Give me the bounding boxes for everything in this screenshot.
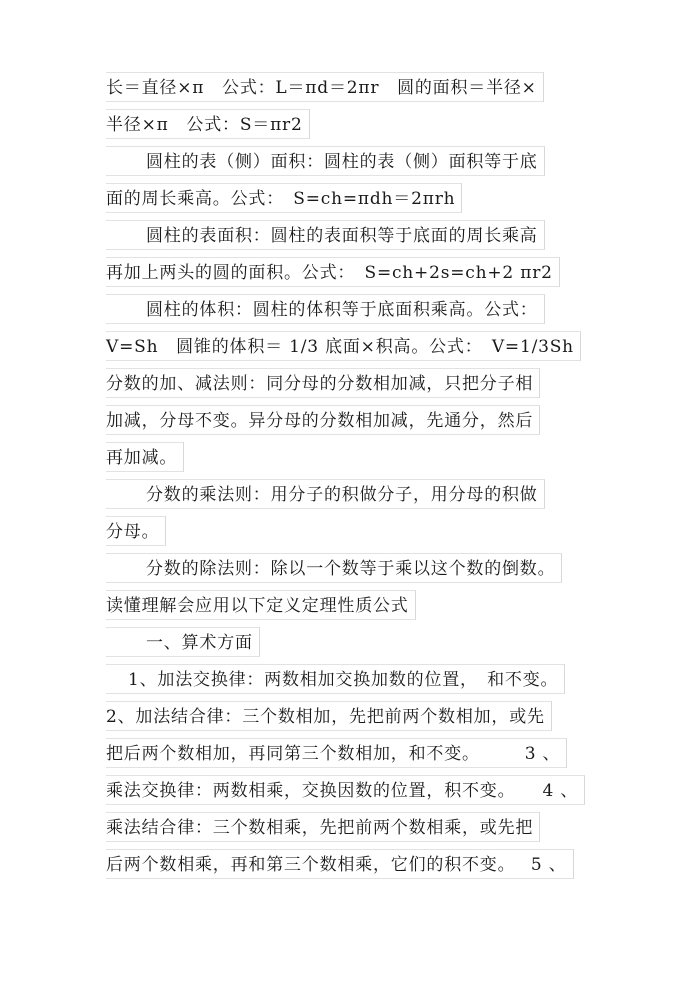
text-line: 圆柱的表面积：圆柱的表面积等于底面的周长乘高 [106, 220, 545, 250]
text-line: V=Sh 圆锥的体积＝ 1/3 底面×积高。公式： V=1/3Sh [106, 331, 581, 361]
text-line: 读懂理解会应用以下定义定理性质公式 [106, 590, 416, 620]
text-line: 乘法交换律：两数相乘，交换因数的位置，积不变。 4 、 [106, 775, 585, 805]
text-line: 加减，分母不变。异分母的分数相加减，先通分，然后 [106, 405, 540, 435]
text-line: 把后两个数相加，再同第三个数相加，和不变。 3 、 [106, 738, 567, 768]
text-line: 后两个数相乘，再和第三个数相乘，它们的积不变。 5 、 [106, 849, 574, 879]
text-line: 半径×π 公式：S＝πr2 [106, 109, 310, 139]
section-heading: 一、算术方面 [106, 627, 260, 657]
text-line: 分母。 [106, 516, 166, 546]
text-line: 再加减。 [106, 442, 184, 472]
text-line: 再加上两头的圆的面积。公式： S=ch+2s=ch+2 πr2 [106, 257, 560, 287]
text-line: 分数的乘法则：用分子的积做分子，用分母的积做 [106, 479, 545, 509]
text-line: 分数的加、减法则：同分母的分数相加减，只把分子相 [106, 368, 540, 398]
text-line: 圆柱的体积：圆柱的体积等于底面积乘高。公式： [106, 294, 545, 324]
text-line: 面的周长乘高。公式： S=ch=πdh＝2πrh [106, 183, 462, 213]
text-line: 长＝直径×π 公式：L＝πd＝2πr 圆的面积＝半径× [106, 72, 544, 102]
text-line: 圆柱的表（侧）面积：圆柱的表（侧）面积等于底 [106, 146, 545, 176]
text-line: 1、加法交换律：两数相加交换加数的位置， 和不变。 [106, 664, 565, 694]
text-line: 2、加法结合律：三个数相加，先把前两个数相加，或先 [106, 701, 552, 731]
text-line: 分数的除法则：除以一个数等于乘以这个数的倒数。 [106, 553, 562, 583]
text-line: 乘法结合律：三个数相乘，先把前两个数相乘，或先把 [106, 812, 540, 842]
